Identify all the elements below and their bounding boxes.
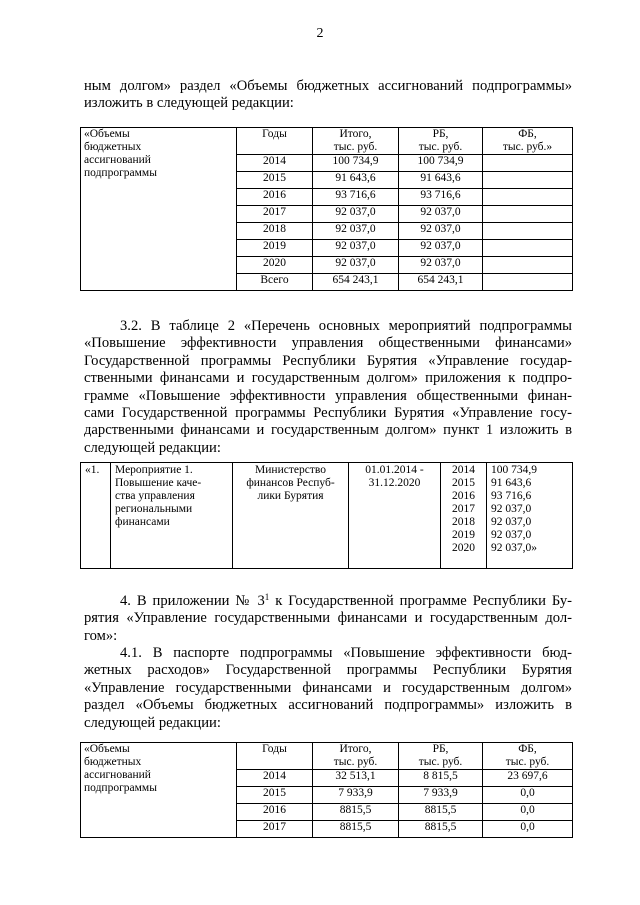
text-line: следующей редакции: [84, 714, 221, 731]
cell: 91 643,6 [313, 172, 399, 189]
event-line: Повышение каче- [115, 477, 202, 489]
ministry-line: лики Бурятия [257, 490, 324, 502]
cell: 93 716,6 [313, 189, 399, 206]
amount: 91 643,6 [491, 477, 532, 489]
text-line: сами Государственной программы Республики Бурятия «Управление госу- [84, 405, 572, 422]
cell: 2014 [237, 770, 313, 787]
text-line: 3.2. В таблице 2 «Перечень основных мероприятий подпрограммы [120, 318, 572, 334]
text-line: ственными финансами и государственным долгом» приложения к подпро- [84, 370, 572, 387]
column-header: РБ, тыс. руб. [399, 128, 483, 155]
table-label-cell [81, 743, 237, 838]
column-header: Итого, тыс. руб. [313, 743, 399, 770]
year: 2015 [452, 477, 475, 489]
label-line: подпрограммы [84, 782, 157, 794]
column-header: РБ, тыс. руб. [399, 743, 483, 770]
period-cell [349, 463, 441, 569]
label-line: ассигнований [84, 154, 151, 166]
cell: 2015 [237, 172, 313, 189]
cell: 92 037,0 [313, 240, 399, 257]
amount: 92 037,0 [491, 529, 532, 541]
cell: 91 643,6 [399, 172, 483, 189]
text-line: рятия «Управление государственными финансами и государственным дол- [84, 610, 572, 627]
cell [483, 223, 573, 240]
ministry-cell [233, 463, 349, 569]
cell: 2017 [237, 821, 313, 838]
paragraph-4 [84, 593, 572, 645]
year: 2017 [452, 503, 475, 515]
cell: 8815,5 [399, 821, 483, 838]
period-line: 01.01.2014 - [365, 464, 424, 476]
amount: 92 037,0» [491, 542, 537, 554]
paragraph-3-2 [84, 318, 572, 457]
page-number: 2 [316, 26, 324, 41]
cell: 8815,5 [399, 804, 483, 821]
amount: 92 037,0 [491, 516, 532, 528]
cell [483, 172, 573, 189]
text-line: следующей редакции: [84, 439, 221, 456]
amount: 100 734,9 [491, 464, 537, 476]
cell [483, 206, 573, 223]
column-header: ФБ, тыс. руб.» [483, 128, 573, 155]
period-line: 31.12.2020 [368, 477, 421, 489]
amount: 93 716,6 [491, 490, 532, 502]
label-line: «Объемы [84, 743, 130, 755]
cell: 92 037,0 [313, 206, 399, 223]
text-line [84, 593, 572, 610]
column-header: ФБ, тыс. руб. [483, 743, 573, 770]
year: 2018 [452, 516, 475, 528]
text-line: раздел «Объемы бюджетных ассигнований подпрограммы» изложить в [84, 697, 572, 714]
label-line: подпрограммы [84, 167, 157, 179]
cell: 93 716,6 [399, 189, 483, 206]
event-line: ства управления [115, 490, 195, 502]
label-line: бюджетных [84, 141, 142, 153]
year: 2016 [452, 490, 475, 502]
cell: 2018 [237, 223, 313, 240]
table-row [81, 463, 573, 569]
event-cell [111, 463, 233, 569]
cell: 654 243,1 [313, 274, 399, 291]
ministry-line: финансов Респуб- [246, 477, 335, 489]
cell [483, 257, 573, 274]
text-part: к Государственной программе Республики Бу- [269, 593, 572, 609]
cell: 32 513,1 [313, 770, 399, 787]
cell: 2020 [237, 257, 313, 274]
text-line: изложить в следующей редакции: [84, 95, 294, 112]
text-line: дарственными финансами и государственным долгом» пункт 1 изложить в [84, 422, 572, 439]
cell: 92 037,0 [399, 257, 483, 274]
cell: Всего [237, 274, 313, 291]
cell [483, 274, 573, 291]
amount: 92 037,0 [491, 503, 532, 515]
label-line: «Объемы [84, 128, 130, 140]
cell: 2016 [237, 804, 313, 821]
cell: 2019 [237, 240, 313, 257]
event-line: Мероприятие 1. [115, 464, 193, 476]
text-line: жетных расходов» Государственной программы Республики Бурятия [84, 662, 572, 679]
cell: 100 734,9 [313, 155, 399, 172]
text-line: грамме «Повышение эффективности управления общественными финан- [84, 387, 572, 404]
cell: 100 734,9 [399, 155, 483, 172]
cell: 92 037,0 [399, 206, 483, 223]
event-line: финансами [115, 516, 170, 528]
column-header: Годы [237, 743, 313, 770]
cell [483, 189, 573, 206]
budget-table-2 [80, 742, 573, 838]
cell: 654 243,1 [399, 274, 483, 291]
cell: 92 037,0 [313, 257, 399, 274]
text-line: Государственной программы Республики Бурятия «Управление государ- [84, 352, 572, 369]
ministry-line: Министерство [255, 464, 326, 476]
text-line: 4.1. В паспорте подпрограммы «Повышение эффективности бюд- [120, 645, 572, 661]
cell: 7 933,9 [313, 787, 399, 804]
cell: 0,0 [483, 787, 573, 804]
cell: 8815,5 [313, 821, 399, 838]
year: 2019 [452, 529, 475, 541]
label-line: ассигнований [84, 769, 151, 781]
label-line: бюджетных [84, 756, 142, 768]
cell: 7 933,9 [399, 787, 483, 804]
year: 2014 [452, 464, 475, 476]
cell: 8815,5 [313, 804, 399, 821]
cell: 2015 [237, 787, 313, 804]
paragraph-4-1 [84, 645, 572, 732]
cell: 2017 [237, 206, 313, 223]
cell [483, 155, 573, 172]
cell: 92 037,0 [399, 240, 483, 257]
cell: 92 037,0 [399, 223, 483, 240]
text-line: гом»: [84, 627, 118, 644]
column-header: Итого, тыс. руб. [313, 128, 399, 155]
superscript: 1 [264, 592, 270, 602]
text-part: 4. В приложении № 3 [120, 593, 265, 609]
years-cell [441, 463, 487, 569]
intro-paragraph [84, 78, 572, 113]
text-line: «Управление государственными финансами и государственным долгом» [84, 679, 572, 696]
cell: 23 697,6 [483, 770, 573, 787]
cell: 0,0 [483, 821, 573, 838]
year: 2020 [452, 542, 475, 554]
item-number: «1. [81, 463, 111, 569]
cell [483, 240, 573, 257]
event-line: региональными [115, 503, 193, 515]
table-label-cell [81, 128, 237, 291]
measures-table [80, 462, 573, 569]
cell: 2016 [237, 189, 313, 206]
column-header: Годы [237, 128, 313, 155]
text-line: «Повышение эффективности управления общественными финансами» [84, 335, 572, 352]
cell: 0,0 [483, 804, 573, 821]
cell: 8 815,5 [399, 770, 483, 787]
budget-table-1 [80, 127, 573, 291]
text-line: ным долгом» раздел «Объемы бюджетных ассигнований подпрограммы» [84, 78, 572, 94]
amounts-cell [487, 463, 573, 569]
cell: 92 037,0 [313, 223, 399, 240]
cell: 2014 [237, 155, 313, 172]
